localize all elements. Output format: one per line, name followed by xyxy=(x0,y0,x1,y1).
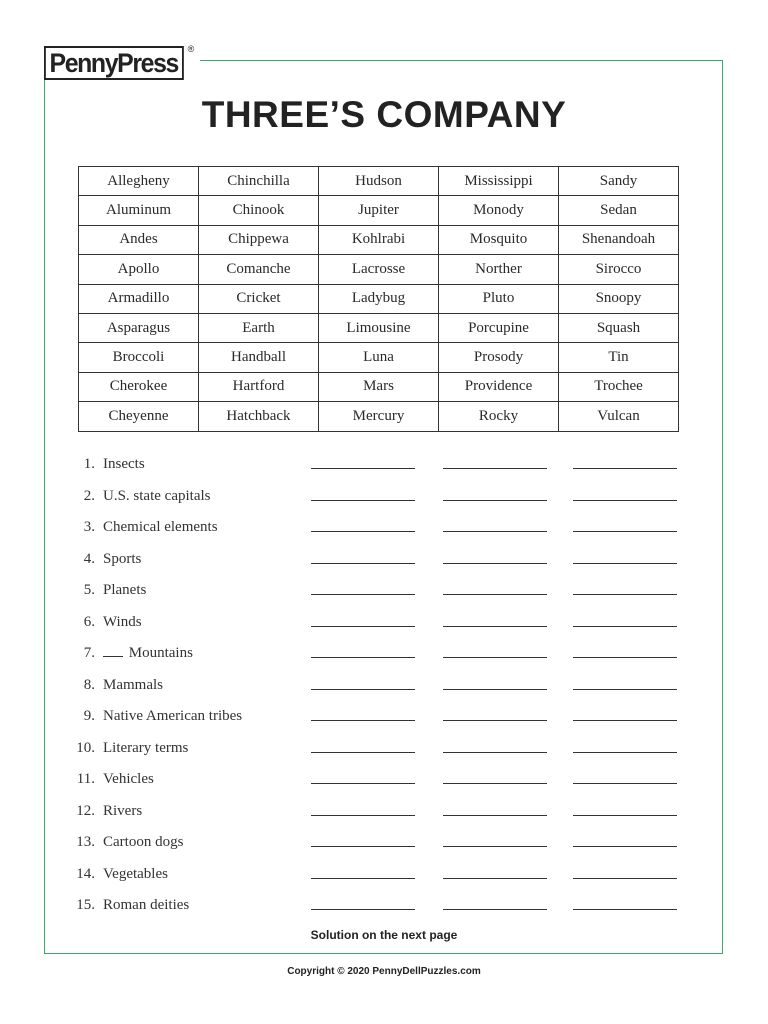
word-cell: Handball xyxy=(199,343,319,372)
clue-text: Insects xyxy=(103,456,145,472)
answer-line-3[interactable] xyxy=(573,815,677,816)
clue-text: Roman deities xyxy=(103,897,190,913)
clue-number: 14. xyxy=(76,865,95,882)
answer-line-2[interactable] xyxy=(443,468,547,469)
word-cell: Kohlrabi xyxy=(319,225,439,254)
clue-row xyxy=(70,702,690,734)
answer-line-2[interactable] xyxy=(443,594,547,595)
answer-line-2[interactable] xyxy=(443,657,547,658)
word-cell: Hudson xyxy=(319,167,439,196)
clue-number: 3. xyxy=(83,519,95,535)
clue-number: 15. xyxy=(76,897,95,913)
answer-line-1[interactable] xyxy=(311,689,415,690)
word-cell: Shenandoah xyxy=(559,225,679,254)
word-cell: Luna xyxy=(319,343,439,372)
clue-row xyxy=(70,513,690,545)
word-cell: Sedan xyxy=(559,196,679,225)
fill-in-blank xyxy=(103,656,123,657)
clue-label xyxy=(103,614,142,631)
clue-number: 12. xyxy=(76,802,95,819)
clue-text: Vegetables xyxy=(103,865,168,882)
answer-line-3[interactable] xyxy=(573,846,677,847)
clue-label xyxy=(103,488,210,505)
answer-line-3[interactable] xyxy=(573,909,677,910)
clue-number: 6. xyxy=(83,613,95,630)
answer-line-1[interactable] xyxy=(311,594,415,595)
word-cell: Mars xyxy=(319,372,439,401)
answer-line-1[interactable] xyxy=(311,752,415,753)
word-cell: Sandy xyxy=(559,167,679,196)
clue-number: 10. xyxy=(76,739,95,756)
answer-line-3[interactable] xyxy=(573,531,677,532)
answer-line-3[interactable] xyxy=(573,500,677,501)
clue-text: Sports xyxy=(103,550,142,567)
word-cell: Jupiter xyxy=(319,196,439,225)
word-cell: Trochee xyxy=(559,372,679,401)
word-grid-row xyxy=(79,196,679,225)
word-cell: Broccoli xyxy=(79,343,199,372)
word-grid xyxy=(78,166,679,432)
answer-line-3[interactable] xyxy=(573,563,677,564)
clue-text: U.S. state capitals xyxy=(103,487,211,504)
word-cell: Comanche xyxy=(199,255,319,284)
answer-line-3[interactable] xyxy=(573,657,677,658)
clue-number: 7. xyxy=(83,645,95,661)
word-cell: Hartford xyxy=(199,372,319,401)
answer-line-2[interactable] xyxy=(443,500,547,501)
clue-number: 13. xyxy=(76,834,95,850)
answer-line-1[interactable] xyxy=(311,563,415,564)
clue-row xyxy=(70,765,690,797)
puzzle-title: THREE’S COMPANY xyxy=(201,94,567,135)
word-cell: Chippewa xyxy=(199,225,319,254)
clue-number: 4. xyxy=(83,550,95,567)
clue-list xyxy=(70,450,690,923)
word-cell: Mosquito xyxy=(439,225,559,254)
clue-text: Planets xyxy=(103,582,147,598)
clue-row xyxy=(70,482,690,514)
answer-line-2[interactable] xyxy=(443,815,547,816)
answer-line-1[interactable] xyxy=(311,468,415,469)
clue-row xyxy=(70,734,690,766)
word-grid-row xyxy=(79,167,679,196)
clue-label xyxy=(103,582,146,599)
word-cell: Vulcan xyxy=(559,402,679,431)
clue-row xyxy=(70,545,690,577)
answer-line-2[interactable] xyxy=(443,878,547,879)
answer-line-3[interactable] xyxy=(573,626,677,627)
copyright-notice: Copyright © 2020 PennyDellPuzzles.com xyxy=(287,966,481,977)
word-cell: Mississippi xyxy=(439,167,559,196)
answer-line-2[interactable] xyxy=(443,689,547,690)
registered-mark: ® xyxy=(187,44,195,54)
word-cell: Cricket xyxy=(199,284,319,313)
word-cell: Pluto xyxy=(439,284,559,313)
answer-line-2[interactable] xyxy=(443,846,547,847)
clue-text: Mammals xyxy=(103,676,163,693)
answer-line-1[interactable] xyxy=(311,909,415,910)
clue-row xyxy=(70,828,690,860)
word-cell: Tin xyxy=(559,343,679,372)
answer-line-2[interactable] xyxy=(443,909,547,910)
clue-label xyxy=(103,771,154,788)
word-grid-row xyxy=(79,343,679,372)
word-grid-row xyxy=(79,284,679,313)
answer-line-1[interactable] xyxy=(311,657,415,658)
clue-row xyxy=(70,639,690,671)
word-cell: Andes xyxy=(79,225,199,254)
word-cell: Asparagus xyxy=(79,313,199,342)
word-cell: Hatchback xyxy=(199,402,319,431)
word-cell: Snoopy xyxy=(559,284,679,313)
answer-line-3[interactable] xyxy=(573,689,677,690)
answer-line-3[interactable] xyxy=(573,594,677,595)
word-cell: Prosody xyxy=(439,343,559,372)
answer-line-3[interactable] xyxy=(573,783,677,784)
answer-line-1[interactable] xyxy=(311,531,415,532)
clue-row xyxy=(70,608,690,640)
answer-line-1[interactable] xyxy=(311,626,415,627)
clue-row xyxy=(70,671,690,703)
clue-text: Vehicles xyxy=(103,771,154,787)
answer-line-3[interactable] xyxy=(573,752,677,753)
answer-line-1[interactable] xyxy=(311,878,415,879)
clue-row xyxy=(70,797,690,829)
clue-text: Rivers xyxy=(103,802,143,819)
answer-line-2[interactable] xyxy=(443,531,547,532)
clue-row xyxy=(70,860,690,892)
word-cell: Aluminum xyxy=(79,196,199,225)
clue-text: Mountains xyxy=(128,645,193,661)
word-cell: Mercury xyxy=(319,402,439,431)
clue-text: Cartoon dogs xyxy=(103,834,184,850)
answer-line-3[interactable] xyxy=(573,720,677,721)
word-cell: Squash xyxy=(559,313,679,342)
word-cell: Earth xyxy=(199,313,319,342)
word-cell: Cherokee xyxy=(79,372,199,401)
answer-line-3[interactable] xyxy=(573,468,677,469)
clue-number: 1. xyxy=(83,456,95,472)
clue-text: Chemical elements xyxy=(103,519,218,535)
clue-number: 5. xyxy=(83,582,95,598)
answer-line-1[interactable] xyxy=(311,500,415,501)
pennypress-logo xyxy=(44,46,200,78)
clue-number: 11. xyxy=(76,771,95,787)
word-grid-row xyxy=(79,402,679,431)
word-cell: Norther xyxy=(439,255,559,284)
clue-text: Winds xyxy=(103,613,142,630)
clue-label xyxy=(103,803,142,820)
clue-label xyxy=(103,834,183,851)
answer-line-2[interactable] xyxy=(443,720,547,721)
solution-note: Solution on the next page xyxy=(310,928,458,942)
word-cell: Armadillo xyxy=(79,284,199,313)
clue-text: Literary terms xyxy=(103,739,189,756)
word-cell: Ladybug xyxy=(319,284,439,313)
word-cell: Lacrosse xyxy=(319,255,439,284)
word-cell: Chinook xyxy=(199,196,319,225)
clue-label xyxy=(103,519,218,536)
clue-number: 2. xyxy=(83,487,95,504)
clue-label xyxy=(103,866,168,883)
clue-label xyxy=(103,551,141,568)
answer-line-1[interactable] xyxy=(311,720,415,721)
logo-wordmark: PennyPress xyxy=(44,46,183,80)
answer-line-2[interactable] xyxy=(443,783,547,784)
word-cell: Providence xyxy=(439,372,559,401)
word-cell: Monody xyxy=(439,196,559,225)
word-grid-row xyxy=(79,225,679,254)
word-cell: Cheyenne xyxy=(79,402,199,431)
clue-number: 9. xyxy=(83,708,95,724)
clue-label xyxy=(103,677,163,694)
answer-line-1[interactable] xyxy=(311,783,415,784)
clue-label xyxy=(103,708,242,725)
clue-label xyxy=(103,456,145,473)
word-cell: Apollo xyxy=(79,255,199,284)
answer-line-1[interactable] xyxy=(311,846,415,847)
word-cell: Chinchilla xyxy=(199,167,319,196)
word-cell: Rocky xyxy=(439,402,559,431)
word-cell: Limousine xyxy=(319,313,439,342)
answer-line-3[interactable] xyxy=(573,878,677,879)
answer-line-2[interactable] xyxy=(443,563,547,564)
word-grid-row xyxy=(79,255,679,284)
word-cell: Sirocco xyxy=(559,255,679,284)
answer-line-1[interactable] xyxy=(311,815,415,816)
clue-row xyxy=(70,891,690,923)
word-grid-row xyxy=(79,313,679,342)
word-cell: Porcupine xyxy=(439,313,559,342)
clue-label xyxy=(103,645,193,662)
clue-row xyxy=(70,450,690,482)
clue-label xyxy=(103,897,189,914)
word-cell: Allegheny xyxy=(79,167,199,196)
clue-text: Native American tribes xyxy=(103,708,243,724)
clue-row xyxy=(70,576,690,608)
word-grid-row xyxy=(79,372,679,401)
clue-label xyxy=(103,740,188,757)
answer-line-2[interactable] xyxy=(443,626,547,627)
answer-line-2[interactable] xyxy=(443,752,547,753)
clue-number: 8. xyxy=(83,676,95,693)
